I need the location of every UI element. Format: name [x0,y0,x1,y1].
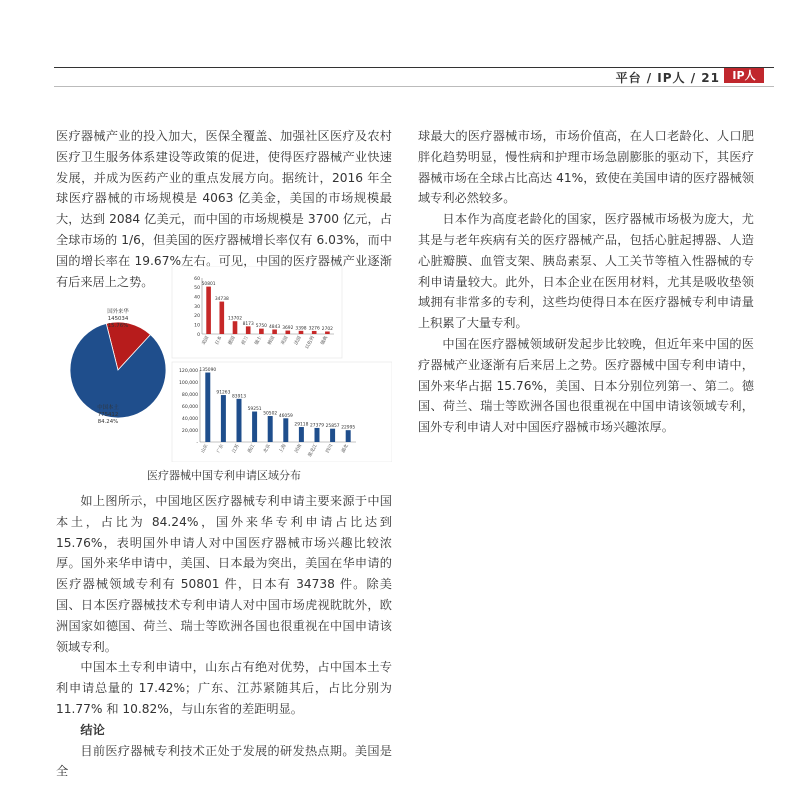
paragraph: 球最大的医疗器械市场，市场价值高，在人口老龄化、人口肥胖化趋势明显，慢性病和护理市场急剧膨胀的驱动下，其医疗器械市场在全球占比高达 41%，致使在美国申请的医疗器械领域专利必然较多。 [418,129,754,206]
x-tick-label: 韩国 [267,335,277,347]
bar-value-label: 3398 [295,326,307,332]
bar-value-label: 5750 [255,324,267,330]
bar [205,373,210,442]
x-tick-label: 上海 [278,443,288,455]
bar-value-label: 59251 [247,407,262,413]
figure-caption: 医疗器械中国专利申请区域分布 [147,469,301,482]
x-tick-label: 江苏 [232,443,241,455]
pie-label: 中国本土 [97,405,119,411]
bar-value-label: 13702 [228,316,242,322]
y-tick-label: 20 [194,314,200,320]
x-tick-label: 黑龙江 [307,443,319,459]
paragraph: 医疗器械产业的投入加大，医保全覆盖、加强社区医疗及农村医疗卫生服务体系建设等政策的促进，使得医疗器械产业快速发展，并成为医药产业的重点发展方向。据统计，2016 年全球医疗器械的市场规模是 4063 亿美金，美国的市场规模最大，达到 2084 亿美元，而中国的市场规模是 3700 亿元，占全球市场的 1/6，但美国的医疗器械增长率仅有 6.03%，而中国的增长率在 19.67%左右。可见，中国的医疗器械产业逐渐有后来居上之势。 [56,129,392,289]
y-tick-label: 0 [197,332,200,338]
ip-logo: IP人 [724,68,764,83]
y-tick-label: 20,000 [181,428,198,434]
y-tick-label: 60 [194,276,200,282]
y-tick-label: 10 [194,323,200,329]
y-tick-label: - [196,440,198,446]
x-tick-label: 瑞士 [254,335,264,347]
bar [330,429,335,442]
bar-value-label: 8173 [242,321,254,327]
bar [346,430,351,442]
paragraph: 日本作为高度老龄化的国家，医疗器械市场极为庞大，尤其是与老年疾病有关的医疗器械产品，包括心脏起搏器、人造心脏瓣膜、血管支架、胰岛素泵、人工关节等植入性器械的专利申请量较大。此外，日本企业在医用材料，尤其是吸收垫领域拥有非常多的专利，这些均使得日本在医疗器械专利申请量上积累了大量专利。 [418,212,754,331]
y-tick-label: 120,000 [179,368,198,374]
x-tick-label: 浙江 [247,443,257,455]
x-tick-label: 英国 [280,335,290,347]
x-tick-label: 山东 [200,443,210,455]
bar [299,427,304,442]
y-tick-label: 50 [194,286,200,292]
bar-value-label: 83913 [232,394,246,400]
pie-percent: 15.76% [107,323,129,329]
x-tick-label: 湖北 [341,443,350,455]
section-title: 结论 [80,722,105,737]
x-tick-label: 美国 [201,335,211,347]
x-tick-label: 法国 [294,335,303,347]
x-tick-label: 四川 [325,443,335,455]
x-tick-label: 北京 [263,443,272,455]
header-rule [54,67,774,68]
pie-value: 775412 [97,412,119,418]
x-tick-label: 以色列 [305,335,316,351]
bar-value-label: 46059 [278,413,293,419]
paragraph: 目前医疗器械专利技术正处于发展的研发热点期。美国是全 [56,743,392,779]
x-tick-label: 德国 [228,335,237,347]
y-tick-label: 30 [194,304,200,310]
running-title: 平台 / IP人 / 21 [615,71,720,85]
bar-value-label: 4843 [269,324,281,330]
x-tick-label: 广东 [216,443,226,455]
bar [315,428,320,442]
bar [272,329,277,334]
bar-value-label: 135090 [199,368,217,374]
patent-region-figure [56,266,392,462]
domestic-province-bar-chart [172,362,392,462]
bar [237,399,242,442]
bar [206,287,211,334]
right-column [418,126,754,438]
y-tick-label: 80,000 [181,392,198,398]
pie-value: 145034 [107,316,129,322]
x-tick-label: 瑞典 [320,335,330,347]
y-tick-label: 60,000 [181,404,198,410]
bar-value-label: 29118 [294,422,309,428]
x-tick-label: 日本 [214,335,224,347]
paragraph: 如上图所示，中国地区医疗器械专利申请主要来源于中国本土，占比为 84.24%，国外来华专利申请占比达到 15.76%，表明国外申请人对中国医疗器械市场兴趣比较浓厚。国外来华申请中，美国、日本最为突出，美国在华申请的医疗器械领域专利有 50801 件，日本有 34738 件。除美国、日本医疗器械技术专利申请人对中国市场虎视眈眈外，欧洲国家如德国、荷兰、瑞士等欧洲各国也很重视在中国申请该领域专利。 [56,494,392,654]
bar-value-label: 91263 [216,390,231,396]
pie-chart [70,307,166,425]
bar [268,416,273,442]
y-tick-label: 40 [194,295,200,301]
bar [283,418,288,442]
x-tick-label: 河南 [294,443,304,455]
bar-value-label: 27379 [310,423,324,429]
bar-value-label: 25857 [325,424,340,430]
bar-value-label: 34738 [214,297,229,303]
pie-percent: 84.24% [97,419,119,425]
bar-value-label: 22995 [341,425,356,431]
left-column-bottom [56,491,392,782]
x-tick-label: 荷兰 [241,335,250,347]
foreign-country-bar-chart [172,266,342,358]
bar-value-label: 50801 [201,282,216,288]
bar-value-label: 3276 [308,326,320,332]
y-tick-label: 100,000 [179,380,198,386]
bar [246,326,251,334]
bar [285,331,290,334]
pie-label: 国外来华 [107,309,129,315]
bar [252,412,257,442]
bar-value-label: 2702 [321,326,333,332]
paragraph: 中国本土专利申请中，山东占有绝对优势，占中国本土专利申请总量的 17.42%；广东、江苏紧随其后，占比分别为 11.77% 和 10.82%，与山东省的差距明显。 [56,660,392,716]
bar [221,395,226,442]
paragraph: 中国在医疗器械领域研发起步比较晚，但近年来中国的医疗器械产业逐渐有后来居上之势。医疗器械中国专利申请中，国外来华占据 15.76%，美国、日本分别位列第一、第二。德国、荷兰、瑞士等欧洲各国也很重视在中国申请该领域专利，国外专利申请人对中国医疗器械市场兴趣浓厚。 [418,336,754,435]
bar-value-label: 50502 [263,411,278,417]
bar [219,302,224,334]
header-rule-bottom [54,86,774,87]
bar [233,321,238,334]
bar-value-label: 3692 [282,326,294,332]
bar [259,329,264,334]
y-tick-label: 40,000 [181,416,198,422]
